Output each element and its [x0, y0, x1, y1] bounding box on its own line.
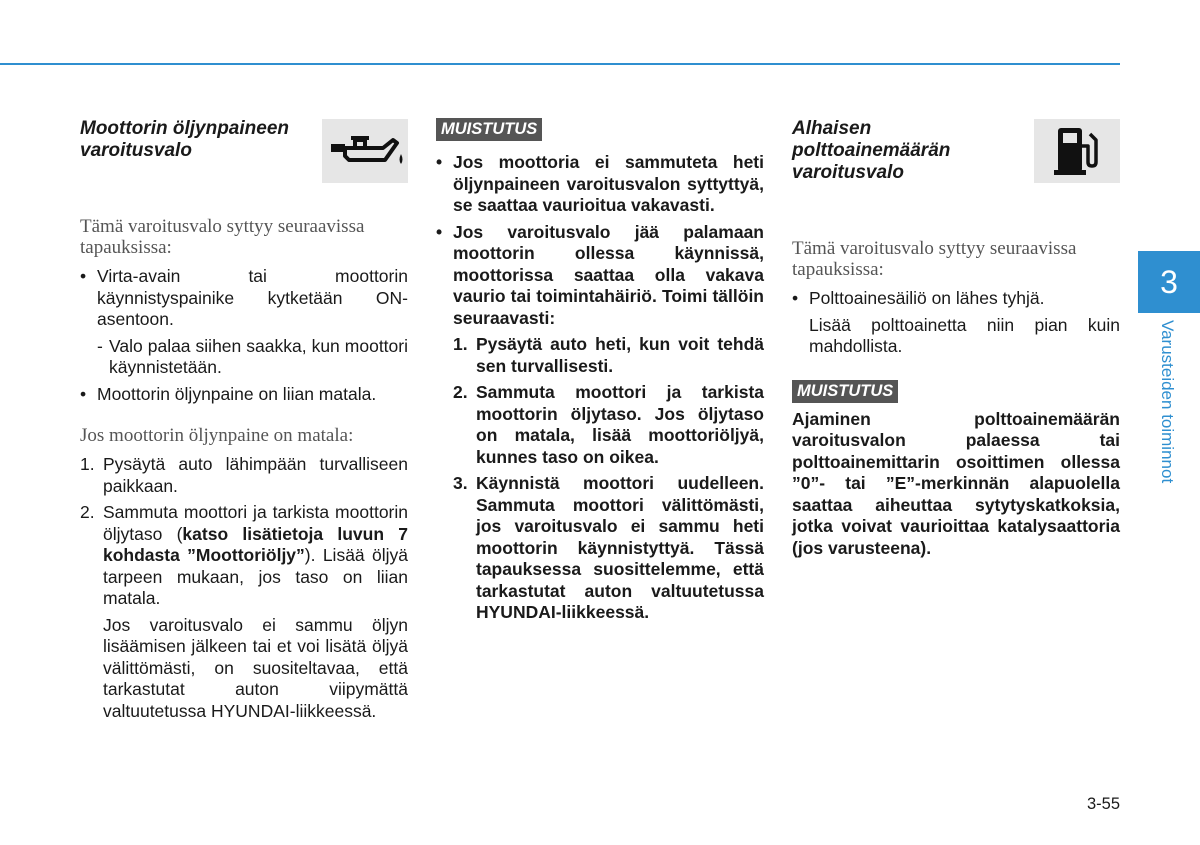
- list-item-continuation: Lisää polttoainetta niin pian kuin mahdollista.: [809, 314, 1120, 356]
- page-number: 3-55: [1086, 795, 1120, 813]
- conditions-heading: Tämä varoitusvalo syttyy seuraavissa tapauksissa:: [80, 216, 365, 258]
- section-title-low-fuel: Alhaisen polttoainemäärän varoitusvalo: [792, 118, 951, 183]
- list-item: • Polttoainesäiliö on lähes tyhjä.: [792, 288, 1120, 310]
- chapter-tab: 3: [1138, 251, 1200, 313]
- chapter-label: Varusteiden toiminnot: [1158, 320, 1177, 484]
- step-item: 3. Käynnistä moottori uudelleen. Sammuta moottori välittömästi, jos varoitusvalo ei sammu heti moottorin käynnistyttyä. Tässä tapauksessa suosittelemme, että tarkastutat auton valtuutetussa HYUNDAI-liikkeessä.: [453, 473, 764, 622]
- conditions-heading: Tämä varoitusvalo syttyy seuraavissa tapauksissa:: [792, 238, 1077, 280]
- column-oil-pressure: [80, 118, 408, 722]
- step-item: 1. Pysäytä auto lähimpään turvalliseen paikkaan.: [80, 454, 408, 496]
- column-notice-oil: [436, 118, 764, 624]
- list-item: • Jos varoitusvalo jää palamaan moottorin ollessa käynnissä, moottorissa saattaa olla vakava vaurio tai toimintahäiriö. Toimi tällöin seuraavasti:: [436, 222, 764, 330]
- list-item: • Jos moottoria ei sammuteta heti öljynpaineen varoitusvalon syttyttyä, se saattaa vaurioitua vakavasti.: [436, 152, 764, 217]
- header-rule: [0, 63, 1120, 65]
- notice-label: MUISTUTUS: [436, 118, 542, 141]
- step-item: 2. Sammuta moottori ja tarkista moottorin öljytaso (katso lisätietoja luvun 7 kohdasta ”Moottoriöljy”). Lisää öljyä tarpeen mukaan, jos taso on liian matala.: [80, 502, 409, 608]
- step-item: 1. Pysäytä auto heti, kun voit tehdä sen turvallisesti.: [453, 334, 764, 376]
- list-item: • Virta-avain tai moottorin käynnistyspainike kytketään ON-asentoon.: [80, 266, 408, 331]
- column-low-fuel: [792, 118, 1120, 559]
- notice-label: MUISTUTUS: [792, 380, 898, 403]
- notice-text: Ajaminen polttoainemäärän varoitusvalon palaessa tai polttoainemittarin osoittimen ollessa ”0”- tai ”E”-merkinnän alapuolella saattaa aiheuttaa sytytyskatkoksia, jotka voivat vaurioittaa katalysaattoria (jos varusteena).: [792, 408, 1120, 558]
- section-title-oil-pressure: Moottorin öljynpaineen varoitusvalo: [80, 118, 289, 161]
- step-note: Jos varoitusvalo ei sammu öljyn lisäämisen jälkeen tai et voi lisätä öljyä välittömästi, on suositeltavaa, että tarkastutat auton viipymättä valtuutetussa HYUNDAI-liikkeessä.: [103, 614, 408, 721]
- oil-pressure-icon: [322, 119, 408, 183]
- list-item: • Moottorin öljynpaine on liian matala.: [80, 384, 408, 406]
- step-item: 2. Sammuta moottori ja tarkista moottorin öljytaso. Jos öljytaso on matala, lisää moottoriöljyä, kunnes taso on oikea.: [453, 382, 764, 467]
- fuel-pump-icon: [1034, 119, 1120, 183]
- low-pressure-heading: Jos moottorin öljynpaine on matala:: [80, 425, 354, 446]
- list-item: - Valo palaa siihen saakka, kun moottori käynnistetään.: [80, 336, 408, 379]
